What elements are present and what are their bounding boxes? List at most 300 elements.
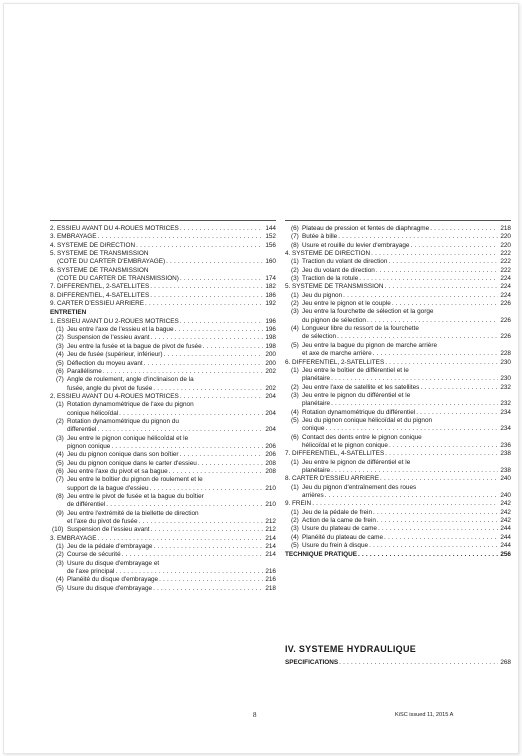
entry-page: 220 [500, 233, 511, 241]
entry-label: conique [302, 425, 325, 433]
leader-dots [180, 275, 263, 283]
entry-page: 200 [265, 359, 276, 367]
entry-page: 218 [265, 584, 276, 592]
entry-label: Jeu du pignon conique hélicoïdal et du pignon [302, 416, 433, 424]
leader-dots [416, 409, 498, 417]
entry-page: 218 [500, 225, 511, 232]
leader-dots [358, 551, 498, 559]
toc-entry [50, 551, 276, 559]
toc-entry [285, 367, 511, 375]
entry-number: (3) [56, 559, 64, 567]
toc-entry [285, 484, 511, 492]
toc-entry-continuation [285, 467, 511, 475]
entry-page: 198 [265, 334, 276, 342]
entry-page: 174 [265, 275, 276, 283]
entry-page: 208 [265, 467, 276, 475]
entry-number: (2) [56, 417, 64, 425]
leader-dots [385, 450, 498, 458]
entry-number: (7) [56, 376, 64, 384]
entry-label: EMBRAYAGE [57, 534, 97, 542]
toc-entry [50, 435, 276, 443]
toc-entry [50, 318, 276, 326]
entry-page: 152 [265, 233, 276, 241]
leader-dots [180, 451, 264, 459]
entry-page: 244 [500, 542, 511, 550]
entry-page: 242 [500, 508, 511, 516]
toc-entry [50, 250, 276, 258]
leader-dots [384, 534, 498, 542]
entry-number: (6) [291, 433, 299, 441]
toc-entry [50, 460, 276, 468]
toc-entry [285, 250, 511, 258]
leader-dots [164, 351, 264, 359]
entry-page: 228 [500, 350, 511, 358]
leader-dots [373, 350, 499, 358]
leader-dots [410, 242, 498, 250]
entry-number: (4) [291, 325, 299, 333]
entry-label: Rotation dynamométrique de l'axe du pignon [67, 401, 194, 409]
leader-dots [159, 576, 263, 584]
toc-entry [50, 326, 276, 334]
entry-label: support de la bague d'essieu [67, 484, 149, 492]
toc-entry-continuation [50, 258, 276, 266]
leader-dots [371, 250, 498, 258]
toc-entry [285, 384, 511, 392]
entry-label: Jeu entre la fourchette de sélection et la gorge [302, 308, 434, 316]
entry-page: 222 [500, 258, 511, 266]
entry-number: (4) [56, 451, 64, 459]
entry-number: 5. [285, 283, 291, 291]
toc-entry [50, 418, 276, 426]
entry-label: Jeu entre le boîtier du pignon de roulement et le [67, 476, 203, 484]
leader-dots [153, 543, 263, 551]
entry-number: (2) [56, 551, 64, 559]
leader-dots [337, 333, 498, 341]
leader-dots [359, 275, 498, 283]
toc-entry [285, 459, 511, 467]
entry-label: Jeu du volant de direction [302, 266, 375, 274]
entry-number: (1) [291, 458, 299, 466]
leader-dots [103, 368, 264, 376]
toc-entry-continuation [285, 442, 511, 450]
entry-number: (5) [56, 359, 64, 367]
entry-number: (1) [291, 291, 299, 299]
leader-dots [312, 500, 498, 508]
entry-page: 222 [500, 266, 511, 274]
entry-label: Usure du disque d'embrayage et [67, 559, 160, 567]
toc-entry [285, 359, 511, 367]
entry-number: 9. [50, 300, 56, 308]
leader-dots [367, 317, 498, 325]
entry-page: 224 [500, 275, 511, 283]
entry-number: 8. [50, 291, 56, 299]
toc-entry-continuation [285, 333, 511, 341]
entry-label: Jeu entre le pignon de différentiel et le [302, 458, 411, 466]
entry-page: 156 [265, 241, 276, 249]
leader-dots [331, 400, 498, 408]
entry-page: 230 [500, 358, 511, 366]
entry-page: 206 [265, 442, 276, 450]
entry-label: SYSTEME DE TRANSMISSION [57, 266, 149, 274]
toc-left-column [50, 225, 276, 593]
section-heading-entry [285, 551, 511, 559]
entry-label: Course de sécurité [67, 551, 121, 559]
toc-entry [50, 343, 276, 351]
entry-label: de différentiel [67, 501, 106, 509]
toc-entry [50, 468, 276, 476]
leader-dots [115, 568, 263, 576]
entry-page: 256 [500, 551, 511, 559]
leader-dots [343, 292, 498, 300]
entry-page: 240 [500, 492, 511, 499]
toc-entry [285, 417, 511, 425]
entry-label: SYSTEME DE TRANSMISSION [57, 250, 149, 258]
toc-entry [285, 308, 511, 316]
entry-number: (7) [291, 233, 299, 241]
toc-entry [50, 451, 276, 459]
entry-label: Action de la came de frein [302, 517, 376, 525]
leader-dots [150, 485, 264, 493]
entry-number: (4) [291, 533, 299, 541]
entry-number: 7. [50, 283, 56, 291]
leader-dots [98, 233, 264, 241]
toc-entry [285, 233, 511, 241]
entry-number: (4) [291, 408, 299, 416]
toc-entry-continuation [50, 518, 276, 526]
leader-dots [203, 343, 264, 351]
entry-label: Usure et rouille du levier d'embrayage [302, 241, 410, 249]
entry-number: 8. [285, 475, 291, 483]
entry-page: 224 [500, 283, 511, 291]
leader-dots [144, 360, 264, 368]
entry-label: de sélection [302, 333, 337, 341]
entry-label: hélicoïdal et le pignon conique [302, 441, 388, 449]
entry-number: (5) [291, 416, 299, 424]
toc-entry [50, 267, 276, 275]
entry-number: 5. [50, 250, 56, 258]
leader-dots [420, 384, 498, 392]
toc-entry [285, 475, 511, 483]
entry-label: (COTE DU CARTER DE TRANSMISSION) [57, 275, 179, 283]
leader-dots [169, 468, 264, 476]
entry-page: 238 [500, 450, 511, 458]
entry-number: (5) [56, 459, 64, 467]
toc-entry [285, 392, 511, 400]
toc-entry-continuation [285, 400, 511, 408]
entry-page: 222 [500, 250, 511, 258]
entry-label: Déflection du moyeu avant [67, 359, 143, 367]
entry-number: (2) [291, 383, 299, 391]
leader-dots [111, 443, 263, 451]
entry-page: 226 [500, 316, 511, 324]
toc-entry-continuation [50, 275, 276, 283]
entry-label: SYSTEME DE DIRECTION [57, 241, 136, 249]
entry-number: (7) [56, 476, 64, 484]
entry-label: ESSIEU AVANT DU 4-ROUES MOTRICES [57, 225, 179, 232]
toc-entry-continuation [285, 425, 511, 433]
toc-entry [285, 258, 511, 266]
toc-entry [50, 393, 276, 401]
entry-page: 212 [265, 518, 276, 526]
entry-label: Jeu du pignon conique dans son boîtier [67, 451, 179, 459]
leader-dots [325, 492, 499, 500]
entry-page: 220 [500, 241, 511, 249]
entry-label: Jeu entre le pignon et le couple [302, 300, 391, 308]
leader-dots [180, 318, 264, 326]
toc-entry [50, 300, 276, 308]
entry-page: 196 [265, 317, 276, 325]
toc-entry [285, 342, 511, 350]
entry-page: 226 [500, 333, 511, 341]
toc-entry [285, 509, 511, 517]
entry-label: SYSTEME DE TRANSMISSION [292, 283, 384, 291]
toc-entry [50, 283, 276, 291]
leader-dots [385, 283, 499, 291]
entry-page: 226 [500, 300, 511, 308]
section-heading-label: TECHNIQUE PRATIQUE [285, 551, 357, 559]
entry-label: Jeu entre l'axe de l'essieu et la bague [67, 326, 174, 334]
entry-label: conique hélicoïdal [67, 409, 119, 417]
leader-dots [180, 225, 264, 233]
toc-entry [50, 242, 276, 250]
toc-entry [50, 360, 276, 368]
entry-label: Traction du volant de direction [302, 258, 388, 266]
toc-entry [50, 225, 276, 233]
entry-label: Jeu de la pédale d'embrayage [67, 543, 153, 551]
entry-page: 204 [265, 409, 276, 417]
entry-label: FREIN [292, 500, 312, 508]
entry-label: Contact des dents entre le pignon conique [302, 433, 422, 441]
toc-right-column [285, 225, 511, 560]
entry-number: (2) [291, 266, 299, 274]
entry-number: (1) [291, 483, 299, 491]
leader-dots [385, 359, 498, 367]
entry-number: 9. [285, 500, 291, 508]
entry-page: 234 [500, 425, 511, 433]
entry-label: Rotation dynamométrique du pignon du [67, 417, 179, 425]
entry-label: Jeu du pignon d'entraînement des roues [302, 483, 417, 491]
entry-number: (4) [56, 351, 64, 359]
entry-label: Rotation dynamométrique du différentiel [302, 408, 416, 416]
leader-dots [430, 225, 498, 233]
entry-number: 6. [285, 358, 291, 366]
toc-entry [50, 535, 276, 543]
entry-label: planétaire [302, 466, 331, 474]
leader-dots [150, 292, 263, 300]
entry-number: (3) [56, 342, 64, 350]
entry-page: 204 [265, 426, 276, 434]
entry-label: differentiel [67, 426, 97, 434]
entry-number: (6) [291, 225, 299, 232]
entry-number: 3. [50, 233, 56, 241]
toc-entry-continuation [50, 385, 276, 393]
toc-entry [285, 275, 511, 283]
page-number: 8 [253, 711, 257, 719]
toc-entry [285, 325, 511, 333]
entry-number: 1. [50, 317, 56, 325]
toc-entry [50, 560, 276, 568]
entry-page: 206 [265, 451, 276, 459]
entry-page: 236 [500, 441, 511, 449]
entry-page: 244 [500, 525, 511, 533]
entry-label: Usure du disque d'embrayage [67, 584, 153, 592]
entry-page: 244 [500, 533, 511, 541]
entry-label: Plateau de pression et fentes de diaphragme [302, 225, 430, 232]
entry-label: Jeu de la pédale de frein [302, 508, 372, 516]
entry-page: 200 [265, 351, 276, 359]
entry-label: Jeu entre l'extrémité de la biellette de direction [67, 509, 199, 517]
toc-entry [50, 510, 276, 518]
toc-entry [285, 267, 511, 275]
entry-label: EMBRAYAGE [57, 233, 97, 241]
section-heading [50, 309, 276, 317]
entry-number: (8) [56, 493, 64, 500]
entry-label: DIFFERENTIEL, 2-SATELLITES [57, 283, 150, 291]
toc-entry [50, 585, 276, 593]
entry-label: Jeu entre l'axe de satellite et les satellites [302, 383, 420, 391]
entry-number: 2. [50, 225, 56, 232]
part-sub-entry [285, 659, 511, 666]
leader-dots [175, 326, 264, 334]
entry-number: (2) [291, 517, 299, 525]
entry-page: 232 [500, 400, 511, 408]
entry-label: ESSIEU AVANT DU 2-ROUES MOTRICES [57, 317, 179, 325]
entry-label: Jeu entre la fusée et la bague de pivot de fusée [67, 342, 202, 350]
entry-label: Usure du frein à disque [302, 542, 369, 550]
toc-entry-continuation [285, 317, 511, 325]
leader-dots [136, 242, 263, 250]
leader-dots [369, 542, 498, 550]
leader-dots [122, 551, 264, 559]
entry-label: Angle de roulement, angle d'inclinaison de la [67, 376, 194, 384]
leader-dots [151, 526, 264, 534]
leader-dots [378, 525, 498, 533]
toc-entry [50, 543, 276, 551]
entry-number: (1) [291, 258, 299, 266]
part-sub-label: SPECIFICATIONS [285, 659, 339, 666]
entry-label: Jeu du pignon [302, 291, 343, 299]
toc-entry-continuation [50, 568, 276, 576]
entry-number: 3. [50, 534, 56, 542]
toc-entry [285, 434, 511, 442]
entry-label: Jeu du pignon conique dans le carter d'essieu [67, 459, 197, 467]
toc-entry-continuation [50, 410, 276, 418]
entry-number: (3) [291, 275, 299, 283]
entry-page: 214 [265, 543, 276, 551]
toc-entry [285, 225, 511, 233]
entry-label: Jeu entre le pignon du différentiel et le [302, 391, 411, 399]
leader-dots [153, 385, 263, 393]
entry-label: DIFFERENTIEL, 2-SATELLITES [292, 358, 385, 366]
entry-label: planétaire [302, 400, 331, 408]
entry-page: 234 [500, 408, 511, 416]
entry-number: 2. [50, 392, 56, 400]
leader-dots [198, 460, 263, 468]
leader-dots [389, 442, 498, 450]
entry-number: (1) [291, 366, 299, 374]
entry-label: Jeu entre le boîtier de différentiel et le [302, 366, 409, 374]
entry-number: (1) [291, 508, 299, 516]
entry-page: 210 [265, 501, 276, 509]
entry-label: DIFFERENTIEL, 4-SATELLITES [292, 450, 385, 458]
toc-entry-continuation [50, 426, 276, 434]
entry-number: (3) [291, 525, 299, 533]
entry-number: (6) [56, 467, 64, 475]
leader-dots [97, 426, 263, 434]
entry-label: ESSIEU AVANT DU 4-ROUES MOTRICES [57, 392, 179, 400]
leader-dots [153, 585, 263, 593]
part-heading: IV. SYSTEME HYDRAULIQUE [285, 644, 417, 654]
toc-entry [285, 542, 511, 550]
entry-number: (1) [56, 326, 64, 334]
leader-dots [392, 300, 499, 308]
entry-number: (3) [56, 434, 64, 442]
toc-entry-continuation [285, 350, 511, 358]
leader-dots [119, 410, 263, 418]
entry-number: (9) [56, 509, 64, 517]
toc-entry [50, 334, 276, 342]
entry-label: du pignon de sélection [302, 316, 366, 324]
entry-label: Jeu entre le pignon conique hélicoïdal et le [67, 434, 189, 442]
leader-dots [106, 501, 263, 509]
entry-number: 4. [285, 250, 291, 258]
entry-page: 198 [265, 342, 276, 350]
entry-page: 144 [265, 225, 276, 232]
entry-label: Jeu entre le pivot de fusée et la bague du boîtier [67, 493, 204, 500]
entry-label: arrières [302, 492, 324, 499]
entry-label: Usure du plateau de came [302, 525, 377, 533]
entry-page: 202 [265, 384, 276, 392]
entry-number: 6. [50, 266, 56, 274]
entry-page: 216 [265, 568, 276, 576]
entry-label: DIFFERENTIEL, 4-SATELLITES [57, 291, 150, 299]
entry-number: (5) [291, 341, 299, 349]
entry-number: (1) [56, 401, 64, 409]
toc-entry [285, 525, 511, 533]
entry-page: 238 [500, 466, 511, 474]
toc-entry [50, 376, 276, 384]
entry-label: Jeu entre la bague du pignon de marche arrière [302, 341, 438, 349]
toc-entry [285, 450, 511, 458]
toc-entry [50, 292, 276, 300]
toc-entry [285, 517, 511, 525]
toc-entry [285, 283, 511, 291]
entry-label: Parallélisme [67, 367, 102, 375]
toc-entry [50, 526, 276, 534]
entry-page: 232 [500, 383, 511, 391]
leader-dots [331, 375, 498, 383]
toc-entry [50, 493, 276, 501]
leader-dots [325, 425, 498, 433]
entry-page: 230 [500, 375, 511, 383]
entry-label: et l'axe du pivot de fusée [67, 518, 138, 526]
entry-label: (COTE DU CARTER D'EMBRAYAGE) [57, 258, 166, 266]
entry-page: 214 [265, 534, 276, 542]
entry-label: Jeu de fusée (supérieur, inférieur) [67, 351, 163, 359]
entry-number: (3) [291, 391, 299, 399]
leader-dots [166, 258, 263, 266]
toc-entry [285, 300, 511, 308]
toc-entry [285, 534, 511, 542]
toc-entry [285, 500, 511, 508]
entry-number: (10) [52, 526, 64, 534]
entry-label: fusée, angle du pivot de fusée [67, 384, 153, 392]
entry-label: pignon conique [67, 442, 111, 450]
leader-dots [388, 258, 498, 266]
entry-label: CARTER D'ESSIEU ARRIERE [292, 475, 380, 483]
entry-label: SYSTEME DE DIRECTION [292, 250, 371, 258]
entry-page: 208 [265, 459, 276, 467]
